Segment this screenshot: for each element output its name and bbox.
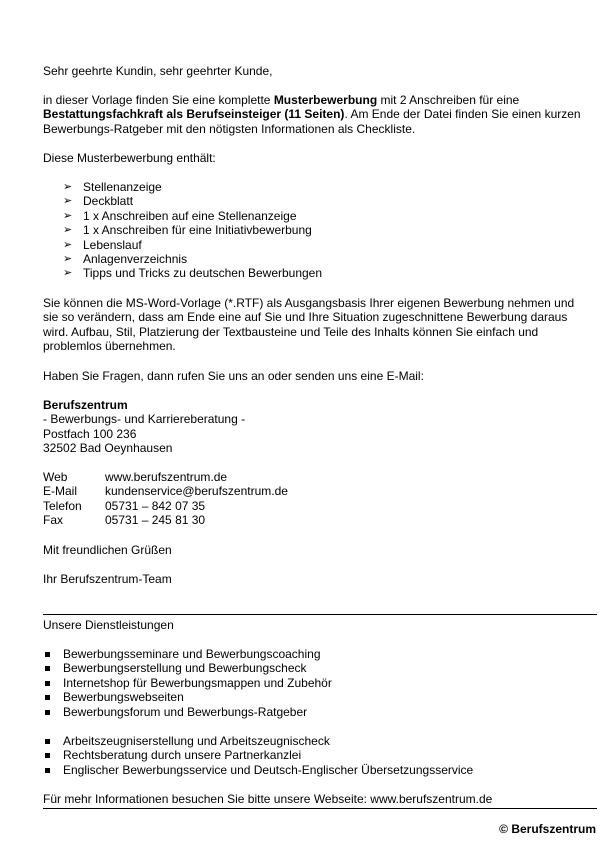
list-item: Bewerbungsforum und Bewerbungs-Ratgeber [43, 705, 588, 719]
contains-list [43, 180, 588, 281]
arrow-bullet-icon: ➢ [63, 209, 73, 222]
list-item: ➢ 1 x Anschreiben auf eine Stellenanzeige [63, 208, 297, 223]
arrow-bullet-icon: ➢ [63, 267, 73, 280]
questions-text: Haben Sie Fragen, dann rufen Sie uns an oder senden uns eine E-Mail: [43, 369, 424, 383]
arrow-bullet-icon: ➢ [63, 253, 73, 266]
intro-text-1: in dieser Vorlage finden Sie eine komplette [43, 93, 274, 107]
divider-top [43, 614, 597, 615]
contact-row-fax: Fax 05731 – 245 81 30 [43, 513, 206, 528]
closing: Mit freundlichen Grüßen [43, 543, 172, 557]
contact-row-web: Web www.berufszentrum.de [43, 470, 228, 484]
square-bullet-icon [45, 753, 50, 758]
square-bullet-icon [45, 652, 50, 657]
list-item: Arbeitszeugniserstellung und Arbeitszeugnischeck [43, 734, 588, 748]
address-line: 32502 Bad Oeynhausen [43, 441, 173, 456]
email-link[interactable]: kundenservice@berufszentrum.de [105, 484, 288, 499]
list-item: Internetshop für Bewerbungsmappen und Zubehör [43, 676, 588, 690]
list-item: ➢ Stellenanzeige [63, 180, 162, 194]
list-item: ➢ Deckblatt [63, 194, 134, 209]
intro-text-3: . Am Ende der Datei finden Sie einen kurzen Bewerbungs-Ratgeber mit den nötigsten Informationen als Checkliste. [43, 107, 581, 136]
company-name: Berufszentrum [43, 398, 128, 412]
square-bullet-icon [45, 666, 50, 671]
intro-paragraph [43, 93, 588, 136]
contact-row-email: E-Mail kundenservice@berufszentrum.de [43, 484, 288, 499]
intro-bold-1: Musterbewerbung [273, 93, 378, 107]
address-line: - Bewerbungs- und Karriereberatung - [43, 412, 246, 427]
copyright: © Berufszentrum [499, 822, 596, 836]
services-list-1 [43, 647, 588, 719]
arrow-bullet-icon: ➢ [63, 195, 73, 208]
list-item: ➢ Lebenslauf [63, 237, 142, 252]
services-heading: Unsere Dienstleistungen [43, 618, 174, 632]
square-bullet-icon [45, 739, 50, 744]
intro-bold-2: Bestattungsfachkraft als Berufseinsteiger (11 Seiten) [43, 107, 345, 122]
square-bullet-icon [45, 768, 50, 773]
services-list-2 [43, 734, 588, 777]
more-info: Für mehr Informationen besuchen Sie bitte unsere Webseite: www.berufszentrum.de [43, 792, 493, 806]
web-link[interactable]: www.berufszentrum.de [105, 470, 228, 484]
square-bullet-icon [45, 681, 50, 686]
list-item: Bewerbungswebseiten [43, 690, 588, 704]
list-item: Bewerbungsseminare und Bewerbungscoaching [43, 647, 588, 661]
list-item: Rechtsberatung durch unsere Partnerkanzlei [43, 748, 588, 762]
signature: Ihr Berufszentrum-Team [43, 572, 172, 586]
contact-row-phone: Telefon 05731 – 842 07 35 [43, 498, 206, 513]
contains-heading: Diese Musterbewerbung enthält: [43, 151, 216, 165]
list-item: Englischer Bewerbungsservice und Deutsch-Englischer Übersetzungsservice [43, 763, 588, 777]
divider-bottom [43, 808, 597, 809]
arrow-bullet-icon: ➢ [63, 238, 73, 251]
arrow-bullet-icon: ➢ [63, 181, 73, 193]
list-item: ➢ Tipps und Tricks zu deutschen Bewerbungen [63, 266, 323, 281]
list-item: Bewerbungserstellung und Bewerbungscheck [43, 661, 588, 675]
phone-number: 05731 – 842 07 35 [105, 498, 206, 513]
usage-paragraph: Sie können die MS-Word-Vorlage (*.RTF) als Ausgangsbasis Ihrer eigenen Bewerbung nehmen und sie so verändern, dass am Ende eine auf Sie und Ihre Situation zugeschnittene Bewerbung daraus wird. Aufbau, Stil, Platzierung der Textbausteine und Teile des Inhalts können Sie einfach und problemlos übernehmen. [43, 296, 575, 354]
address-block [43, 398, 588, 456]
arrow-bullet-icon: ➢ [63, 224, 73, 237]
square-bullet-icon [45, 710, 50, 715]
fax-number: 05731 – 245 81 30 [105, 513, 206, 528]
list-item: ➢ 1 x Anschreiben für eine Initiativbewerbung [63, 223, 312, 238]
contact-block [43, 470, 588, 528]
square-bullet-icon [45, 695, 50, 700]
intro-text-2: mit 2 Anschreiben für eine [377, 93, 520, 107]
address-line: Postfach 100 236 [43, 426, 137, 441]
list-item: ➢ Anlagenverzeichnis [63, 252, 188, 267]
salutation: Sehr geehrte Kundin, sehr geehrter Kunde, [43, 64, 273, 78]
